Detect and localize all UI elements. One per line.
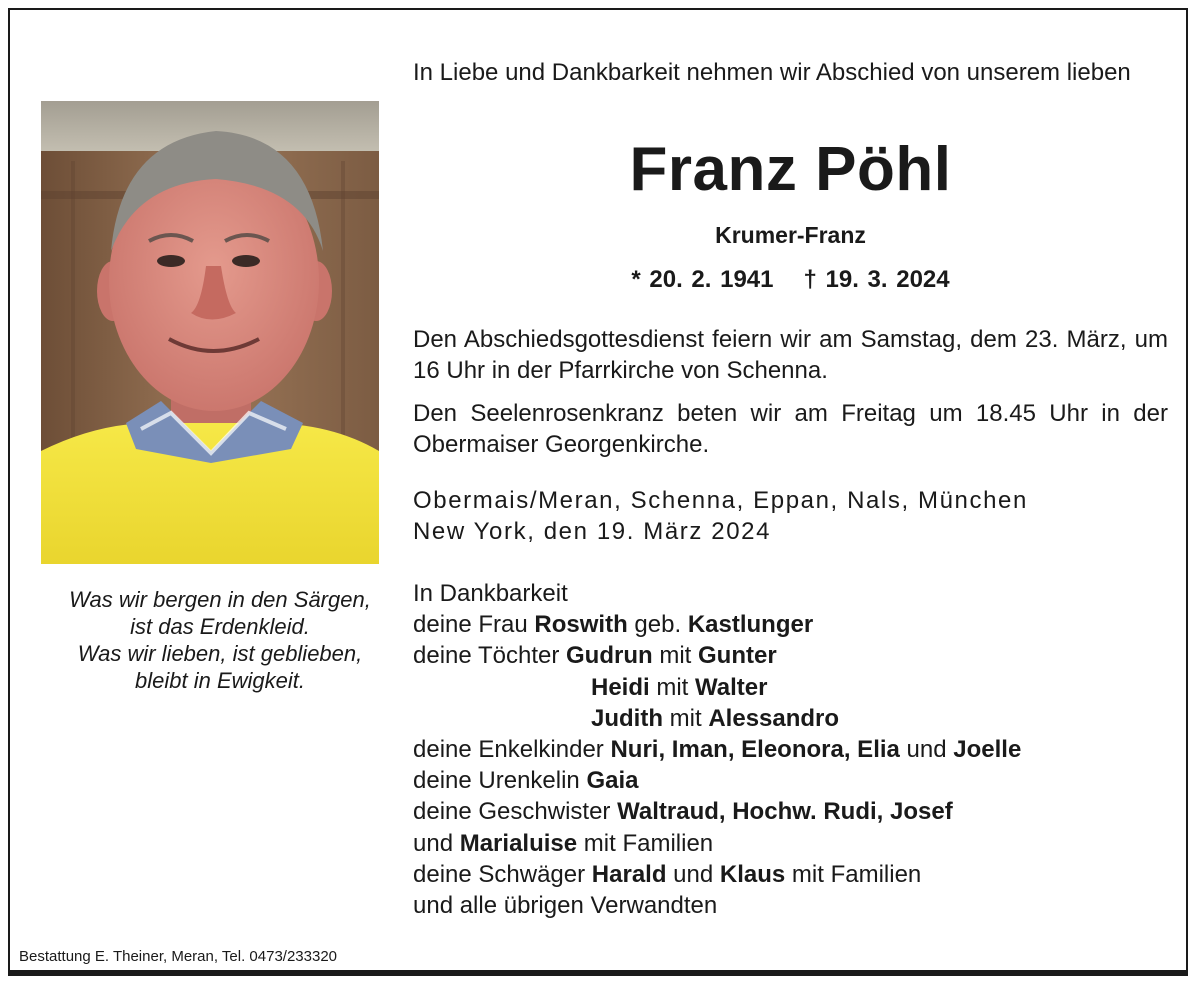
family-wife: deine Frau Roswith geb. Kastlunger	[413, 611, 814, 639]
service-announcement: Den Abschiedsgottesdienst feiern wir am Samstag, dem 23. März, um 16 Uhr in der Pfarrkirche von Schenna.	[413, 326, 1168, 384]
family-list	[413, 578, 1168, 921]
nickname: Krumer-Franz	[715, 222, 866, 248]
family-brothers-in-law: deine Schwäger Harald und Klaus mit Familien	[413, 860, 922, 888]
portrait-photo	[41, 101, 379, 564]
places-line: Obermais/Meran, Schenna, Eppan, Nals, München	[413, 487, 1028, 514]
family-great-granddaughter: deine Urenkelin Gaia	[413, 767, 639, 795]
bottom-rule	[8, 972, 1188, 976]
verse-line: Was wir bergen in den Särgen,	[69, 587, 371, 612]
family-daughter: Heidi mit Walter	[591, 673, 768, 701]
memorial-verse	[30, 586, 410, 694]
family-grandchildren: deine Enkelkinder Nuri, Iman, Eleonora, Elia und Joelle	[413, 736, 1022, 764]
date-line: New York, den 19. März 2024	[413, 518, 772, 545]
death-date: † 19. 3. 2024	[803, 266, 950, 293]
birth-date: * 20. 2. 1941	[631, 266, 774, 293]
verse-line: Was wir lieben, ist geblieben,	[77, 641, 363, 666]
verse-line: bleibt in Ewigkeit.	[135, 668, 305, 693]
family-daughter: Judith mit Alessandro	[591, 704, 840, 732]
verse-line: ist das Erdenkleid.	[130, 614, 310, 639]
funeral-home-footer: Bestattung E. Theiner, Meran, Tel. 0473/233320	[19, 948, 338, 965]
family-heading: In Dankbarkeit	[413, 580, 568, 607]
family-closing: und alle übrigen Verwandten	[413, 892, 718, 920]
family-siblings-cont: und Marialuise mit Familien	[413, 829, 714, 857]
deceased-name: Franz Pöhl	[629, 135, 952, 204]
intro-text: In Liebe und Dankbarkeit nehmen wir Abschied von unserem lieben	[413, 59, 1131, 86]
family-siblings: deine Geschwister Waltraud, Hochw. Rudi, Josef	[413, 798, 953, 826]
rosary-announcement: Den Seelenrosenkranz beten wir am Freitag um 18.45 Uhr in der Obermaiser Georgenkirche.	[413, 400, 1168, 458]
life-dates	[413, 266, 1168, 294]
places-and-date	[413, 485, 1168, 547]
family-daughter: deine Töchter Gudrun mit Gunter	[413, 642, 777, 670]
